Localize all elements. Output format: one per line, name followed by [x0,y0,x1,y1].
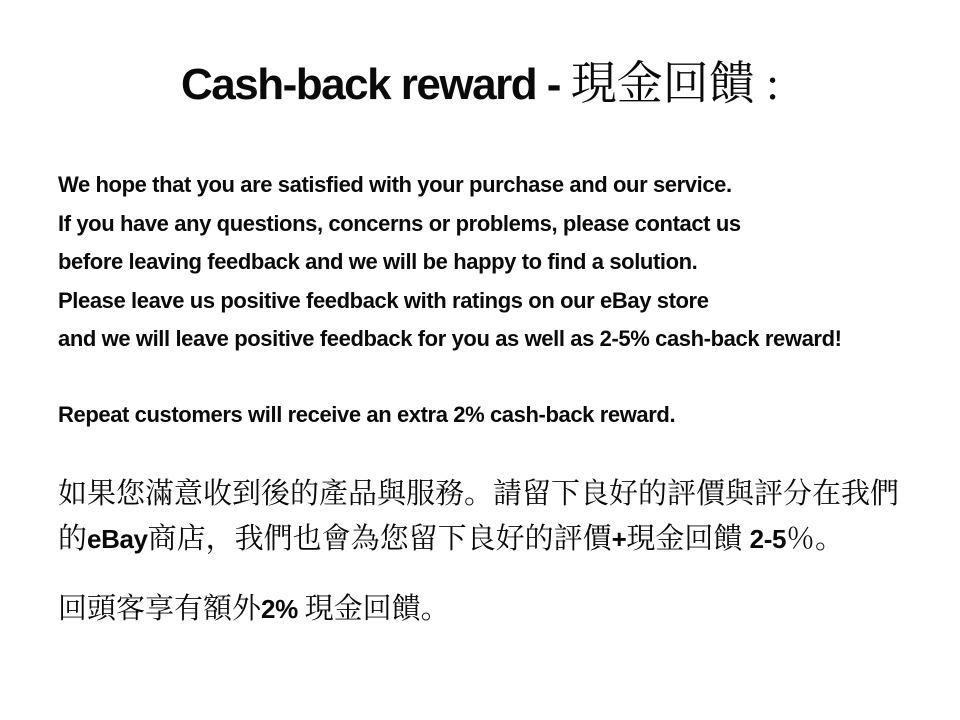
english-paragraph-main [58,166,936,359]
english-paragraph-repeat-customers [58,396,936,435]
chinese-paragraph-main [58,472,936,562]
latin-text-segment: 2% [261,594,305,624]
cjk-text-segment: 的 [58,523,88,555]
cjk-text-segment: 回頭客享有額外 [58,593,262,625]
page-title [0,52,960,127]
latin-text-segment: 2-5 [749,524,787,554]
body-line [58,517,936,562]
body-line: 如果您滿意收到後的產品與服務。請留下良好的評價與評分在我們 [58,478,900,510]
body-line: before leaving feedback and we will be happy to find a solution. [58,249,698,274]
body-line [58,587,936,632]
cjk-text-segment: 現金回饋。 [304,593,450,625]
body-line: Please leave us positive feedback with ratings on our eBay store [58,287,709,313]
body-line: and we will leave positive feedback for you as well as 2-5% cash-back reward! [58,326,842,351]
cjk-text-segment: 現金回饋 [626,523,750,555]
body-line: We hope that you are satisfied with your purchase and our service. [58,172,732,197]
latin-text-segment: + [611,524,627,554]
cjk-text-segment: ％。 [786,523,845,555]
body-line: If you have any questions, concerns or problems, please contact us [58,210,741,236]
chinese-paragraph-repeat-customers [58,587,936,632]
body-line: Repeat customers will receive an extra 2% cash-back reward. [58,402,676,427]
page-title-english: Cash-back reward - [181,60,571,109]
page-title-chinese: 現金回饋 : [570,58,779,109]
latin-text-segment: eBay [87,524,148,554]
cjk-text-segment: 商店，我們也會為您留下良好的評價 [147,523,612,555]
